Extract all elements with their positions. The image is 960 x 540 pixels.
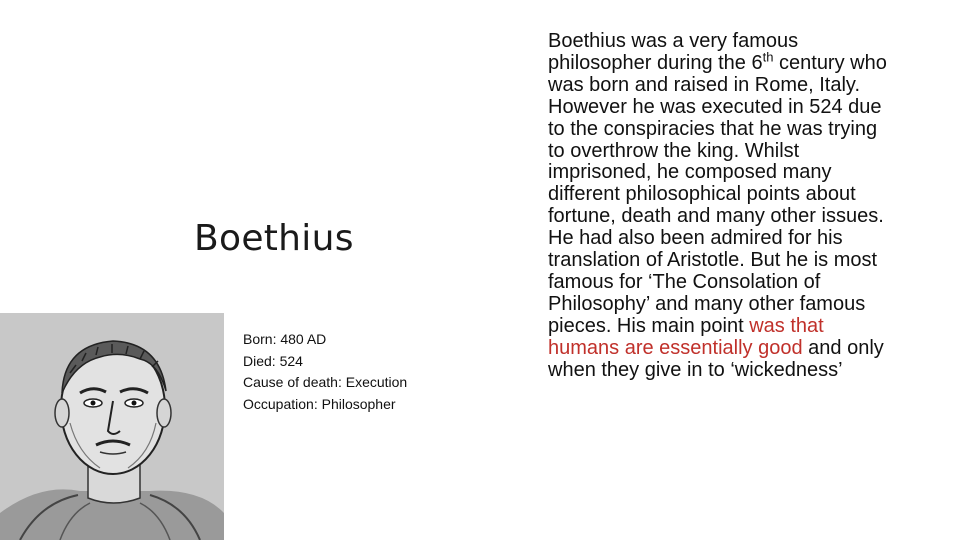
bio-line: imprisoned, he composed many — [548, 161, 832, 184]
fact-occupation: Occupation: Philosopher — [243, 395, 396, 412]
bio-line: Boethius was a very famous — [548, 30, 799, 52]
bio-line — [548, 338, 960, 360]
biography-paragraph — [548, 31, 960, 382]
biographical-facts — [243, 329, 407, 415]
bio-line: Philosophy’ and many other famous — [548, 292, 866, 315]
bio-line: different philosophical points about — [548, 183, 856, 206]
bio-text: century who — [773, 51, 887, 74]
bio-text: pieces. His main point — [548, 314, 750, 337]
highlighted-text: was that — [749, 314, 824, 337]
fact-died: Died: 524 — [243, 352, 303, 369]
bio-line: He had also been admired for his — [548, 227, 843, 250]
bio-line: translation of Aristotle. But he is most — [548, 249, 878, 272]
ordinal-superscript: th — [762, 49, 774, 65]
boethius-portrait-image — [0, 313, 224, 540]
bio-line: fortune, death and many other issues. — [548, 205, 884, 228]
bio-text: philosopher during the 6 — [548, 51, 763, 74]
bio-line: to the conspiracies that he was trying — [548, 117, 878, 140]
bio-line: famous for ‘The Consolation of — [548, 270, 821, 293]
bio-line — [548, 49, 960, 75]
slide-title: Boethius — [194, 218, 354, 259]
fact-cause-of-death: Cause of death: Execution — [243, 374, 408, 390]
fact-born: Born: 480 AD — [243, 331, 327, 347]
bio-line: However he was executed in 524 due — [548, 95, 882, 118]
bio-line — [548, 316, 960, 338]
bio-text: and only — [802, 336, 884, 359]
bio-line: when they give in to ‘wickedness’ — [548, 358, 843, 381]
bio-line: was born and raised in Rome, Italy. — [548, 73, 861, 96]
highlighted-text: humans are essentially good — [548, 336, 803, 359]
bio-line: to overthrow the king. Whilst — [548, 139, 800, 162]
